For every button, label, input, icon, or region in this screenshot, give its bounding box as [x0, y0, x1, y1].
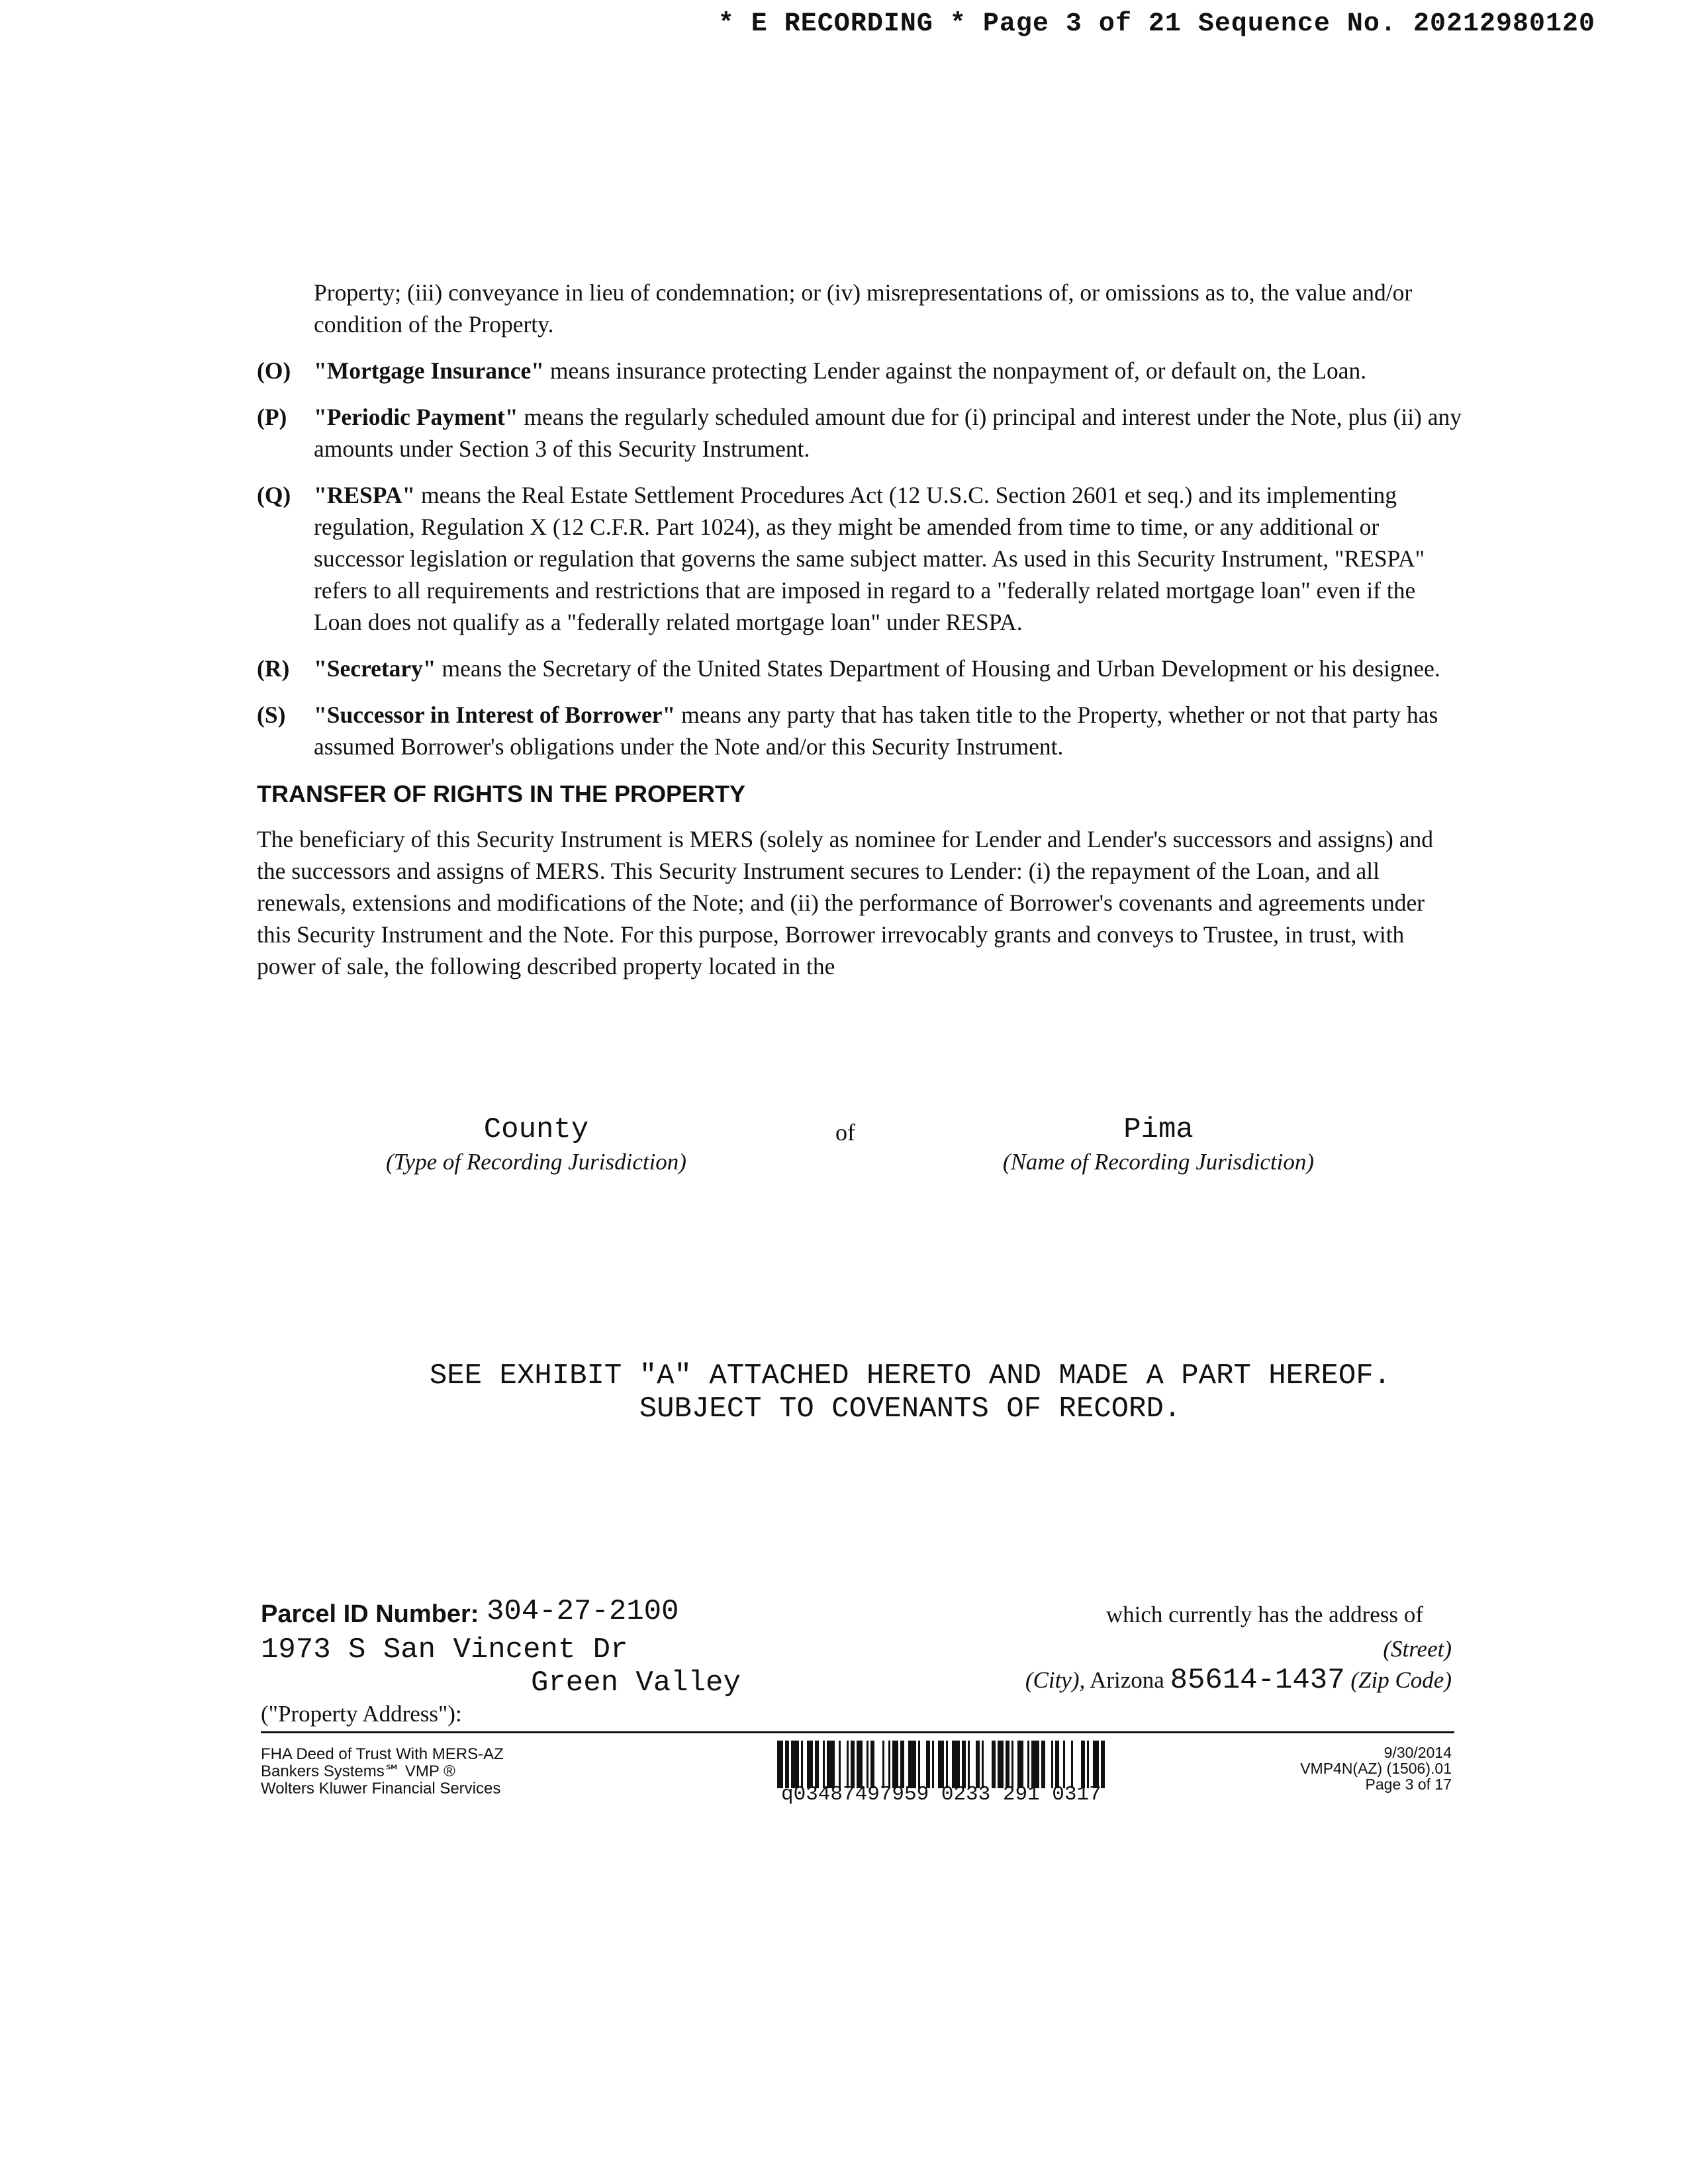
footer-divider [261, 1731, 1454, 1733]
definition-term: "Mortgage Insurance" [314, 357, 545, 384]
definition-text: means the Real Estate Settlement Procedures Act (12 U.S.C. Section 2601 et seq.) and its implementing regulation, Regulation X (12 C.F.R. Part 1024), as they might be amended from time to time, or any additional or successor legislation or regulation that governs the same subject matter. As used in this Security Instrument, "RESPA" refers to all requirements and restrictions that are imposed in regard to a "federally related mortgage loan" even if the Loan does not qualify as a "federally related mortgage loan" under RESPA. [314, 482, 1425, 635]
intro-fragment: Property; (iii) conveyance in lieu of condemnation; or (iv) misrepresentations of, or omissions as to, the value and/or condition of the Property. [314, 279, 1413, 338]
definition-letter: (P) [257, 404, 287, 430]
section-heading: TRANSFER OF RIGHTS IN THE PROPERTY [257, 780, 746, 807]
definition-letter: (R) [257, 655, 290, 682]
definition-s [257, 699, 1462, 762]
definition-text: means the regularly scheduled amount due for (i) principal and interest under the Note, plus (ii) any amounts under Section 3 of this Security Instrument. [314, 404, 1462, 462]
barcode-number: q03487497959 0233 291 0317 [781, 1783, 1102, 1806]
form-publisher: Wolters Kluwer Financial Services [261, 1780, 501, 1797]
city-value: Green Valley [531, 1666, 741, 1700]
form-date: 9/30/2014 [1383, 1744, 1452, 1761]
definition-term: "Secretary" [314, 655, 436, 682]
definition-letter: (O) [257, 357, 291, 384]
street-address: 1973 S San Vincent Dr [261, 1633, 628, 1666]
street-caption: (Street) [1383, 1636, 1452, 1662]
city-state-zip-line [1025, 1664, 1452, 1697]
definition-text: means the Secretary of the United States Department of Housing and Urban Development or his designee. [436, 655, 1440, 682]
state-value: Arizona [1090, 1667, 1164, 1693]
exhibit-line-1: SEE EXHIBIT "A" ATTACHED HERETO AND MADE A PART HEREOF. [429, 1359, 1391, 1392]
definition-r [257, 653, 1462, 684]
document-body [257, 277, 1462, 982]
jurisdiction-of: of [835, 1119, 855, 1146]
property-address-label: ("Property Address"): [261, 1701, 462, 1727]
definition-term: "RESPA" [314, 482, 416, 508]
parcel-id-value: 304-27-2100 [487, 1595, 679, 1628]
jurisdiction-type-value: County [483, 1113, 589, 1146]
definition-letter: (Q) [257, 482, 291, 508]
definition-letter: (S) [257, 702, 286, 728]
definition-text: means any party that has taken title to the Property, whether or not that party has assumed Borrower's obligations under the Note and/or this Security Instrument. [314, 702, 1438, 760]
city-caption: (City), [1025, 1667, 1086, 1693]
jurisdiction-type-caption: (Type of Recording Jurisdiction) [386, 1149, 686, 1175]
form-name: FHA Deed of Trust With MERS-AZ [261, 1745, 504, 1763]
definition-q [257, 479, 1462, 638]
barcode-icon [777, 1741, 1233, 1788]
definition-text: means insurance protecting Lender against the nonpayment of, or default on, the Loan. [544, 357, 1367, 384]
jurisdiction-name-value: Pima [1123, 1113, 1194, 1146]
form-page-number: Page 3 of 17 [1365, 1776, 1452, 1793]
zip-value: 85614-1437 [1170, 1664, 1345, 1697]
definition-o [257, 355, 1462, 387]
definition-term: "Periodic Payment" [314, 404, 518, 430]
recording-header: * E RECORDING * Page 3 of 21 Sequence No. 20212980120 [718, 9, 1595, 39]
form-vendor: Bankers Systems℠ VMP ® [261, 1762, 455, 1780]
transfer-paragraph: The beneficiary of this Security Instrument is MERS (solely as nominee for Lender and Lender's successors and assigns) and the successors and assigns of MERS. This Security Instrument secures to Lender: (i) the repayment of the Loan, and all renewals, extensions and modifications of the Note; and (ii) the performance of Borrower's covenants and agreements under this Security Instrument and the Note. For this purpose, Borrower irrevocably grants and conveys to Trustee, in trust, with power of sale, the following described property located in the [257, 826, 1433, 979]
zip-caption: (Zip Code) [1350, 1667, 1452, 1693]
parcel-id-label: Parcel ID Number: [261, 1600, 479, 1628]
form-version-info [1300, 1745, 1452, 1792]
definition-p [257, 401, 1462, 465]
form-info [261, 1746, 504, 1797]
definition-term: "Successor in Interest of Borrower" [314, 702, 676, 728]
jurisdiction-name-caption: (Name of Recording Jurisdiction) [1002, 1149, 1315, 1175]
exhibit-line-2: SUBJECT TO COVENANTS OF RECORD. [639, 1392, 1182, 1426]
form-code: VMP4N(AZ) (1506).01 [1300, 1760, 1452, 1777]
address-intro-text: which currently has the address of [1105, 1602, 1423, 1627]
